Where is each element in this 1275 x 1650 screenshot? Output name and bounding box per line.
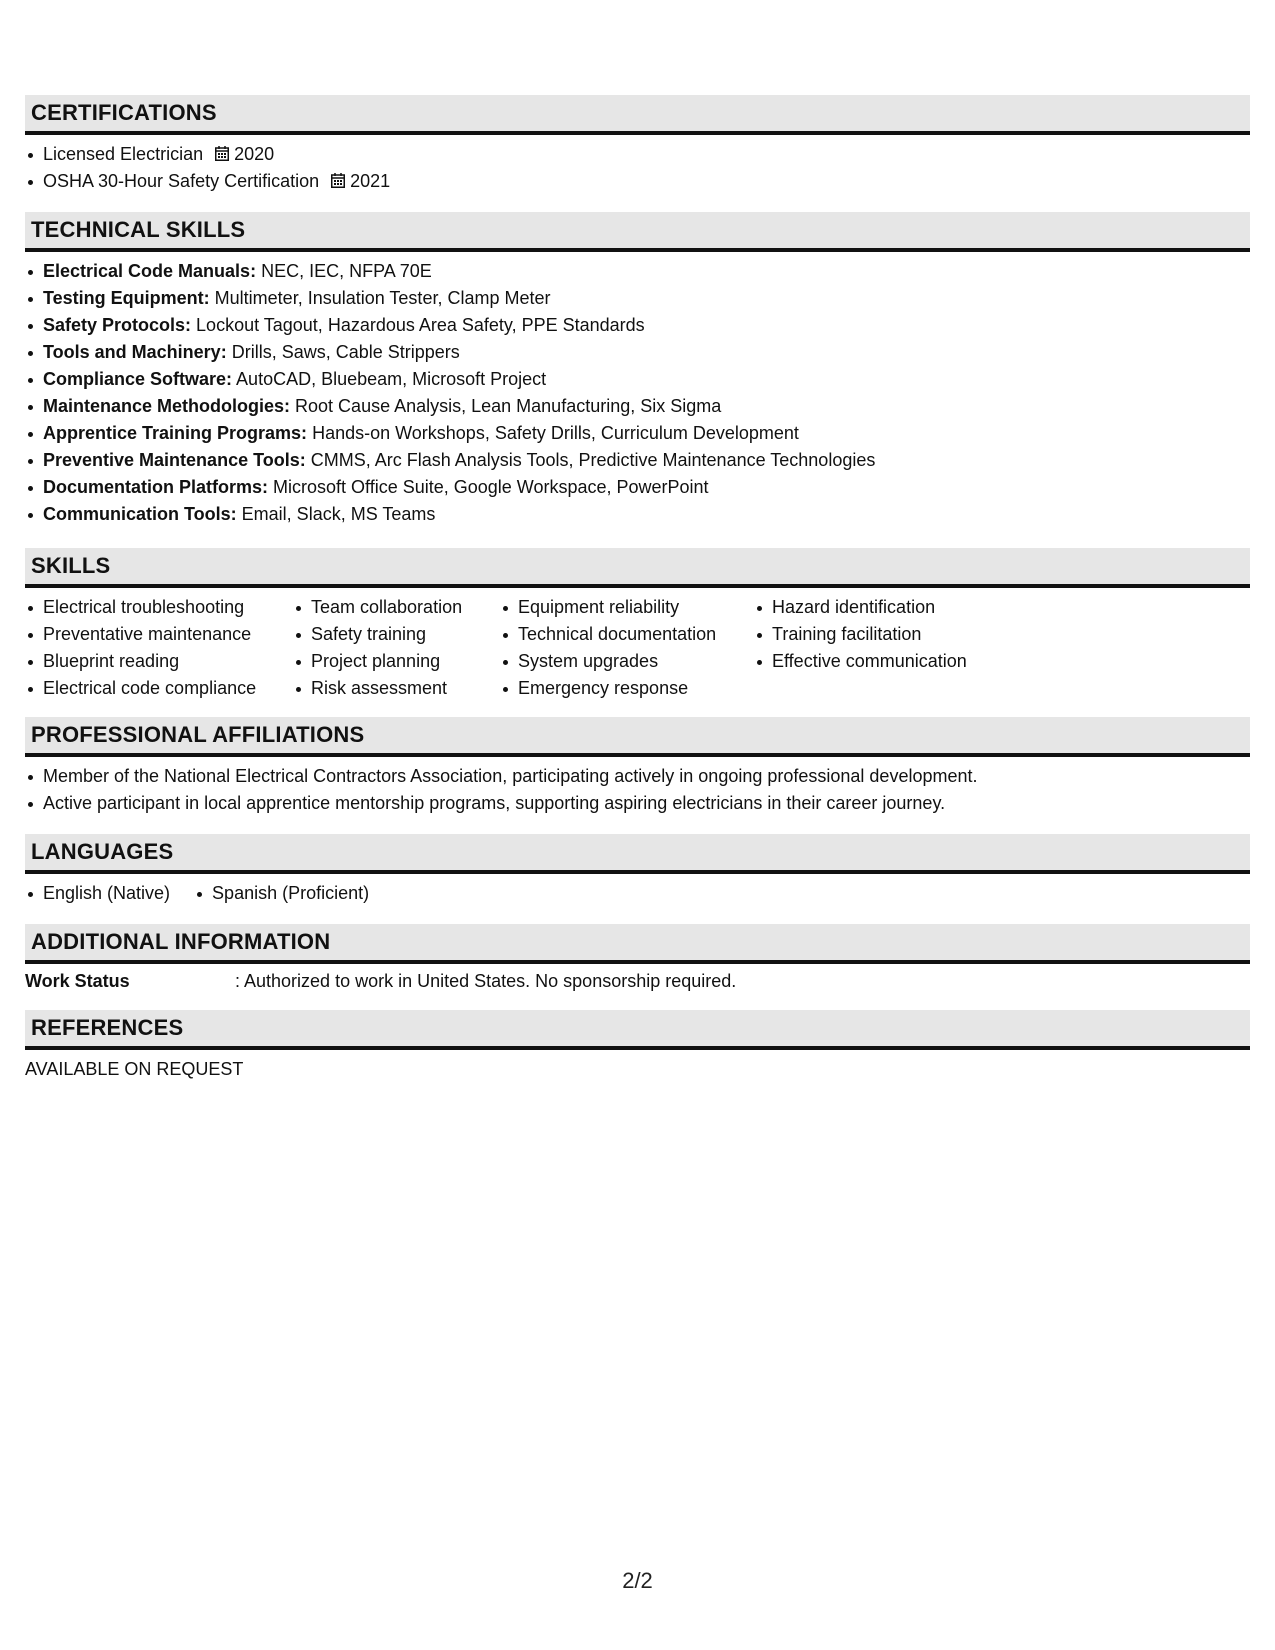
list-item: Blueprint reading <box>25 648 271 675</box>
list-item <box>25 168 1250 195</box>
skills-header <box>25 548 1250 588</box>
list-item: Safety training <box>293 621 478 648</box>
skill-values: Multimeter, Insulation Tester, Clamp Meter <box>209 288 551 308</box>
list-item: Effective communication <box>754 648 994 675</box>
skills-list <box>500 594 732 702</box>
list-item: Project planning <box>293 648 478 675</box>
affiliations-section <box>25 717 1250 834</box>
skill-values: Microsoft Office Suite, Google Workspace, PowerPoint <box>268 477 709 497</box>
skill-values: Root Cause Analysis, Lean Manufacturing, Six Sigma <box>290 396 722 416</box>
certification-year: 2020 <box>234 144 275 164</box>
technical-skills-section <box>25 212 1250 548</box>
list-item: Hazard identification <box>754 594 994 621</box>
skill-category: Electrical Code Manuals: <box>43 261 257 281</box>
additional-info-section <box>25 924 1250 1010</box>
skill-values: Drills, Saws, Cable Strippers <box>226 342 460 362</box>
skill-values: NEC, IEC, NFPA 70E <box>256 261 432 281</box>
work-status-label: Work Status <box>25 971 130 991</box>
skill-category: Maintenance Methodologies: <box>43 396 291 416</box>
list-item: Active participant in local apprentice mentorship programs, supporting aspiring electricians in their career journey. <box>25 790 1250 817</box>
skills-list <box>293 594 478 702</box>
list-item <box>25 474 1250 501</box>
affiliations-body <box>25 757 1250 834</box>
list-item: English (Native) <box>25 880 170 907</box>
list-item <box>25 447 1250 474</box>
list-item: Preventative maintenance <box>25 621 271 648</box>
section-title: LANGUAGES <box>31 839 174 864</box>
section-title: ADDITIONAL INFORMATION <box>31 929 331 954</box>
list-item: Equipment reliability <box>500 594 732 621</box>
additional-info-header <box>25 924 1250 964</box>
references-section <box>25 1010 1250 1103</box>
skills-body <box>25 588 1250 717</box>
skills-column <box>754 594 994 702</box>
languages-list <box>25 880 393 907</box>
section-title: SKILLS <box>31 553 111 578</box>
calendar-icon <box>215 146 229 161</box>
skill-values: Email, Slack, MS Teams <box>236 504 436 524</box>
list-item <box>25 366 1250 393</box>
references-body <box>25 1050 1250 1103</box>
section-title: TECHNICAL SKILLS <box>31 217 246 242</box>
languages-header <box>25 834 1250 874</box>
list-item <box>25 501 1250 528</box>
page-number: 2/2 <box>622 1568 653 1593</box>
list-item <box>25 339 1250 366</box>
certifications-header <box>25 95 1250 135</box>
work-status-value: : Authorized to work in United States. No sponsorship required. <box>235 971 737 991</box>
list-item: Risk assessment <box>293 675 478 702</box>
info-row <box>25 968 1250 995</box>
resume-page <box>25 95 1250 1103</box>
certifications-list <box>25 141 1250 195</box>
affiliations-header <box>25 717 1250 757</box>
technical-skills-list <box>25 258 1250 528</box>
list-item <box>25 258 1250 285</box>
certification-name: OSHA 30-Hour Safety Certification <box>43 171 320 191</box>
additional-info-body <box>25 964 1250 1010</box>
certifications-body <box>25 135 1250 212</box>
certification-name: Licensed Electrician <box>43 144 204 164</box>
calendar-icon <box>331 173 345 188</box>
list-item: Spanish (Proficient) <box>194 880 369 907</box>
skills-list <box>754 594 994 675</box>
skills-column <box>25 594 271 702</box>
list-item: Electrical troubleshooting <box>25 594 271 621</box>
list-item: System upgrades <box>500 648 732 675</box>
list-item <box>25 141 1250 168</box>
section-title: REFERENCES <box>31 1015 184 1040</box>
skill-category: Preventive Maintenance Tools: <box>43 450 306 470</box>
references-header <box>25 1010 1250 1050</box>
skill-category: Safety Protocols: <box>43 315 192 335</box>
skill-category: Compliance Software: <box>43 369 233 389</box>
skill-values: AutoCAD, Bluebeam, Microsoft Project <box>232 369 547 389</box>
list-item: Technical documentation <box>500 621 732 648</box>
skills-section <box>25 548 1250 717</box>
list-item: Training facilitation <box>754 621 994 648</box>
skills-column <box>293 594 478 702</box>
skill-category: Apprentice Training Programs: <box>43 423 308 443</box>
skill-values: Lockout Tagout, Hazardous Area Safety, PPE Standards <box>191 315 645 335</box>
list-item <box>25 393 1250 420</box>
languages-section <box>25 834 1250 924</box>
references-text: AVAILABLE ON REQUEST <box>25 1059 244 1079</box>
skill-category: Documentation Platforms: <box>43 477 269 497</box>
list-item: Emergency response <box>500 675 732 702</box>
list-item <box>25 285 1250 312</box>
list-item <box>25 312 1250 339</box>
skill-values: CMMS, Arc Flash Analysis Tools, Predictive Maintenance Technologies <box>305 450 876 470</box>
languages-body <box>25 874 1250 924</box>
list-item: Member of the National Electrical Contractors Association, participating actively in ongoing professional development. <box>25 763 1250 790</box>
section-title: PROFESSIONAL AFFILIATIONS <box>31 722 365 747</box>
certifications-section <box>25 95 1250 212</box>
section-title: CERTIFICATIONS <box>31 100 217 125</box>
list-item: Electrical code compliance <box>25 675 271 702</box>
technical-skills-body <box>25 252 1250 548</box>
list-item: Team collaboration <box>293 594 478 621</box>
list-item <box>25 420 1250 447</box>
skills-column <box>500 594 732 702</box>
skill-category: Tools and Machinery: <box>43 342 227 362</box>
technical-skills-header <box>25 212 1250 252</box>
skill-category: Communication Tools: <box>43 504 237 524</box>
skills-grid <box>25 594 1250 702</box>
skill-values: Hands-on Workshops, Safety Drills, Curriculum Development <box>307 423 799 443</box>
skills-list <box>25 594 271 702</box>
skill-category: Testing Equipment: <box>43 288 210 308</box>
affiliations-list <box>25 763 1250 817</box>
certification-year: 2021 <box>350 171 391 191</box>
